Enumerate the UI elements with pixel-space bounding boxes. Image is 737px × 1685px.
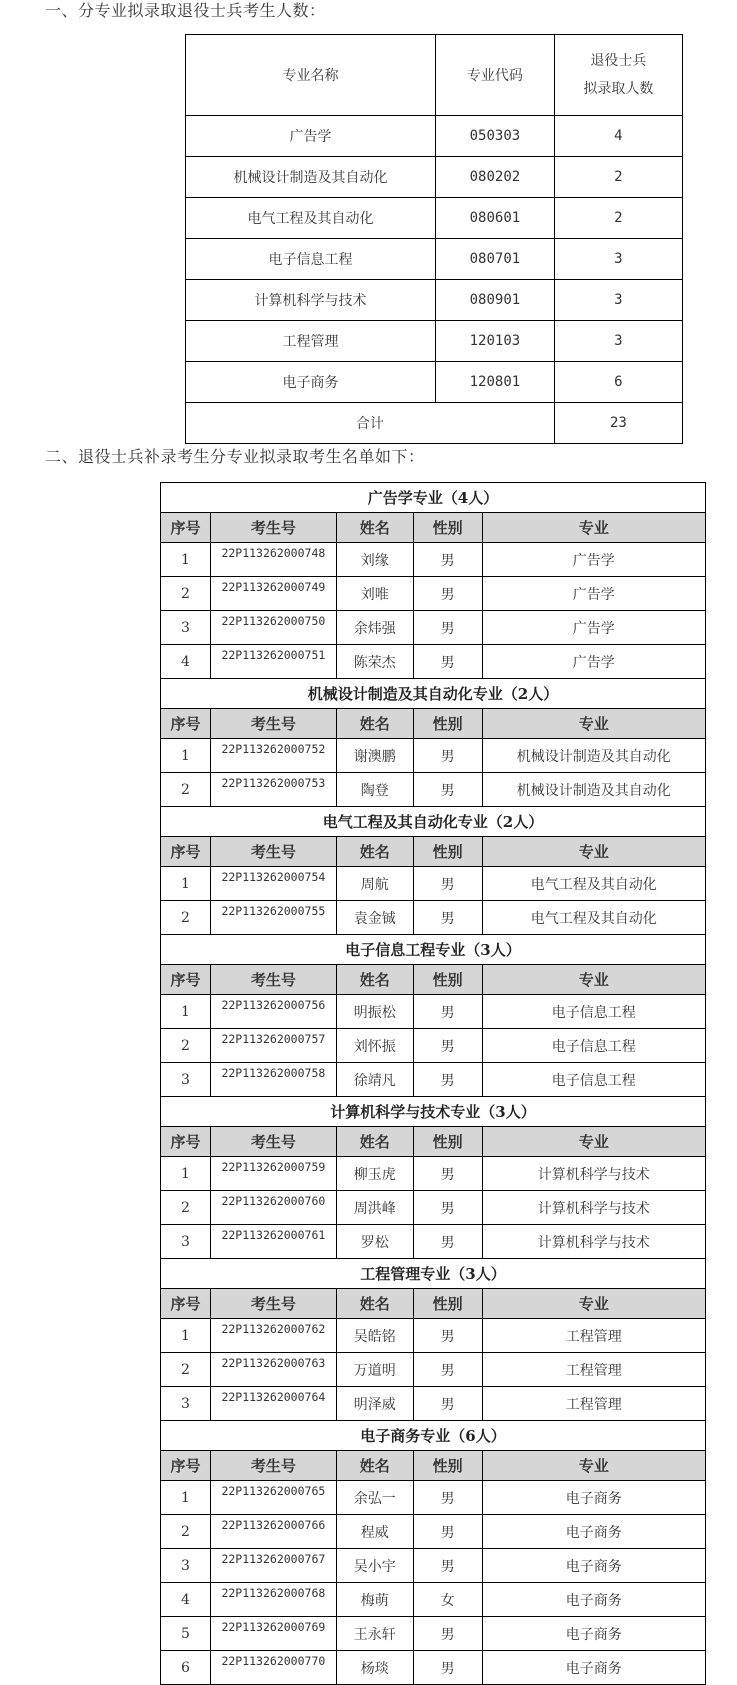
major-group-title: 电气工程及其自动化专业（2人） <box>161 807 706 837</box>
major-group-title: 电子商务专业（6人） <box>161 1421 706 1451</box>
gender-cell: 男 <box>413 645 482 679</box>
gender-cell: 男 <box>413 739 482 773</box>
table-header-row <box>186 35 683 116</box>
student-id-cell: 22P113262000752 <box>210 739 336 773</box>
gender-cell: 男 <box>413 901 482 935</box>
gender-cell: 男 <box>413 1481 482 1515</box>
column-header-row <box>161 837 706 867</box>
major-cell: 广告学 <box>482 577 705 611</box>
major-name-cell: 计算机科学与技术 <box>186 280 436 321</box>
major-code-cell: 120103 <box>436 321 555 362</box>
header-major: 专业 <box>482 965 705 995</box>
student-row <box>161 577 706 611</box>
header-seq: 序号 <box>161 837 211 867</box>
student-row <box>161 1549 706 1583</box>
student-row <box>161 995 706 1029</box>
major-name-cell: 电子信息工程 <box>186 239 436 280</box>
seq-cell: 4 <box>161 1583 211 1617</box>
header-seq: 序号 <box>161 1127 211 1157</box>
major-group-title-row <box>161 1097 706 1127</box>
header-count <box>554 35 682 116</box>
major-code-cell: 080901 <box>436 280 555 321</box>
header-major: 专业 <box>482 1451 705 1481</box>
gender-cell: 男 <box>413 1319 482 1353</box>
header-major: 专业 <box>482 513 705 543</box>
major-cell: 电子商务 <box>482 1549 705 1583</box>
student-row <box>161 739 706 773</box>
student-row <box>161 645 706 679</box>
major-code-cell: 080701 <box>436 239 555 280</box>
seq-cell: 1 <box>161 1157 211 1191</box>
student-name-cell: 周航 <box>336 867 413 901</box>
header-major: 专业 <box>482 1127 705 1157</box>
header-gender: 性别 <box>413 1127 482 1157</box>
student-id-cell: 22P113262000755 <box>210 901 336 935</box>
gender-cell: 男 <box>413 1029 482 1063</box>
student-name-cell: 余炜强 <box>336 611 413 645</box>
gender-cell: 男 <box>413 543 482 577</box>
student-row <box>161 1225 706 1259</box>
seq-cell: 1 <box>161 739 211 773</box>
header-gender: 性别 <box>413 1451 482 1481</box>
student-row <box>161 543 706 577</box>
header-student-id: 考生号 <box>210 837 336 867</box>
column-header-row <box>161 965 706 995</box>
student-name-cell: 周洪峰 <box>336 1191 413 1225</box>
major-name-cell: 电子商务 <box>186 362 436 403</box>
student-row <box>161 1157 706 1191</box>
admit-count-cell: 2 <box>554 157 682 198</box>
seq-cell: 2 <box>161 901 211 935</box>
header-major-code: 专业代码 <box>436 35 555 116</box>
major-name-cell: 广告学 <box>186 116 436 157</box>
major-group-title: 工程管理专业（3人） <box>161 1259 706 1289</box>
seq-cell: 2 <box>161 1191 211 1225</box>
seq-cell: 2 <box>161 1353 211 1387</box>
major-cell: 计算机科学与技术 <box>482 1157 705 1191</box>
major-count-row <box>186 280 683 321</box>
header-seq: 序号 <box>161 513 211 543</box>
student-id-cell: 22P113262000749 <box>210 577 336 611</box>
column-header-row <box>161 513 706 543</box>
header-student-id: 考生号 <box>210 965 336 995</box>
student-name-cell: 梅萌 <box>336 1583 413 1617</box>
student-row <box>161 1583 706 1617</box>
header-gender: 性别 <box>413 837 482 867</box>
major-count-row <box>186 157 683 198</box>
seq-cell: 3 <box>161 1063 211 1097</box>
seq-cell: 2 <box>161 1515 211 1549</box>
gender-cell: 男 <box>413 1617 482 1651</box>
admit-count-cell: 3 <box>554 321 682 362</box>
student-row <box>161 1387 706 1421</box>
student-id-cell: 22P113262000760 <box>210 1191 336 1225</box>
gender-cell: 男 <box>413 611 482 645</box>
major-group-title-row <box>161 1421 706 1451</box>
major-cell: 机械设计制造及其自动化 <box>482 739 705 773</box>
admit-count-cell: 4 <box>554 116 682 157</box>
total-value: 23 <box>554 403 682 444</box>
header-gender: 性别 <box>413 1289 482 1319</box>
major-cell: 电子商务 <box>482 1583 705 1617</box>
seq-cell: 2 <box>161 577 211 611</box>
header-name: 姓名 <box>336 1451 413 1481</box>
major-cell: 电子信息工程 <box>482 1029 705 1063</box>
seq-cell: 6 <box>161 1651 211 1685</box>
student-name-cell: 刘唯 <box>336 577 413 611</box>
student-name-cell: 柳玉虎 <box>336 1157 413 1191</box>
major-cell: 计算机科学与技术 <box>482 1191 705 1225</box>
gender-cell: 男 <box>413 773 482 807</box>
major-cell: 电子商务 <box>482 1651 705 1685</box>
header-student-id: 考生号 <box>210 513 336 543</box>
student-name-cell: 刘缘 <box>336 543 413 577</box>
student-row <box>161 1617 706 1651</box>
gender-cell: 男 <box>413 1225 482 1259</box>
student-name-cell: 王永轩 <box>336 1617 413 1651</box>
seq-cell: 4 <box>161 645 211 679</box>
admit-count-cell: 3 <box>554 280 682 321</box>
student-id-cell: 22P113262000762 <box>210 1319 336 1353</box>
major-cell: 广告学 <box>482 543 705 577</box>
major-group-title-row <box>161 935 706 965</box>
student-name-cell: 程威 <box>336 1515 413 1549</box>
seq-cell: 3 <box>161 1225 211 1259</box>
student-id-cell: 22P113262000763 <box>210 1353 336 1387</box>
major-cell: 电气工程及其自动化 <box>482 867 705 901</box>
student-id-cell: 22P113262000757 <box>210 1029 336 1063</box>
student-name-cell: 袁金铖 <box>336 901 413 935</box>
student-row <box>161 1191 706 1225</box>
header-student-id: 考生号 <box>210 1127 336 1157</box>
student-name-cell: 杨琰 <box>336 1651 413 1685</box>
gender-cell: 男 <box>413 577 482 611</box>
student-id-cell: 22P113262000748 <box>210 543 336 577</box>
gender-cell: 男 <box>413 1157 482 1191</box>
header-student-id: 考生号 <box>210 1289 336 1319</box>
student-id-cell: 22P113262000750 <box>210 611 336 645</box>
header-major: 专业 <box>482 1289 705 1319</box>
header-name: 姓名 <box>336 709 413 739</box>
student-id-cell: 22P113262000766 <box>210 1515 336 1549</box>
student-name-cell: 罗松 <box>336 1225 413 1259</box>
student-row <box>161 1481 706 1515</box>
gender-cell: 男 <box>413 1651 482 1685</box>
seq-cell: 2 <box>161 773 211 807</box>
major-code-cell: 120801 <box>436 362 555 403</box>
student-name-cell: 吴小宇 <box>336 1549 413 1583</box>
major-code-cell: 080202 <box>436 157 555 198</box>
header-student-id: 考生号 <box>210 1451 336 1481</box>
column-header-row <box>161 709 706 739</box>
admit-count-cell: 3 <box>554 239 682 280</box>
student-id-cell: 22P113262000769 <box>210 1617 336 1651</box>
major-cell: 机械设计制造及其自动化 <box>482 773 705 807</box>
student-row <box>161 1515 706 1549</box>
student-id-cell: 22P113262000756 <box>210 995 336 1029</box>
header-student-id: 考生号 <box>210 709 336 739</box>
header-major: 专业 <box>482 837 705 867</box>
major-cell: 广告学 <box>482 645 705 679</box>
admission-count-table <box>185 34 683 444</box>
student-name-cell: 刘怀振 <box>336 1029 413 1063</box>
major-group-title-row <box>161 679 706 709</box>
student-name-cell: 明振松 <box>336 995 413 1029</box>
student-row <box>161 1651 706 1685</box>
student-id-cell: 22P113262000754 <box>210 867 336 901</box>
student-id-cell: 22P113262000768 <box>210 1583 336 1617</box>
gender-cell: 男 <box>413 867 482 901</box>
student-id-cell: 22P113262000751 <box>210 645 336 679</box>
gender-cell: 男 <box>413 1515 482 1549</box>
major-cell: 工程管理 <box>482 1319 705 1353</box>
major-group-title: 电子信息工程专业（3人） <box>161 935 706 965</box>
gender-cell: 男 <box>413 1387 482 1421</box>
seq-cell: 5 <box>161 1617 211 1651</box>
column-header-row <box>161 1289 706 1319</box>
header-seq: 序号 <box>161 965 211 995</box>
header-count-line1: 退役士兵 <box>590 53 647 69</box>
student-row <box>161 773 706 807</box>
header-major: 专业 <box>482 709 705 739</box>
header-name: 姓名 <box>336 837 413 867</box>
seq-cell: 1 <box>161 1481 211 1515</box>
major-cell: 电子商务 <box>482 1617 705 1651</box>
header-gender: 性别 <box>413 513 482 543</box>
total-row <box>186 403 683 444</box>
major-cell: 工程管理 <box>482 1353 705 1387</box>
student-id-cell: 22P113262000767 <box>210 1549 336 1583</box>
major-name-cell: 电气工程及其自动化 <box>186 198 436 239</box>
student-row <box>161 611 706 645</box>
seq-cell: 1 <box>161 543 211 577</box>
header-count-line2: 拟录取人数 <box>583 81 654 97</box>
major-count-row <box>186 239 683 280</box>
header-major-name: 专业名称 <box>186 35 436 116</box>
header-seq: 序号 <box>161 1451 211 1481</box>
student-name-cell: 吴皓铭 <box>336 1319 413 1353</box>
student-id-cell: 22P113262000759 <box>210 1157 336 1191</box>
major-cell: 工程管理 <box>482 1387 705 1421</box>
seq-cell: 1 <box>161 867 211 901</box>
major-cell: 广告学 <box>482 611 705 645</box>
header-name: 姓名 <box>336 965 413 995</box>
major-group-title: 机械设计制造及其自动化专业（2人） <box>161 679 706 709</box>
major-cell: 电子商务 <box>482 1481 705 1515</box>
student-row <box>161 1029 706 1063</box>
student-name-cell: 陶登 <box>336 773 413 807</box>
major-name-cell: 机械设计制造及其自动化 <box>186 157 436 198</box>
seq-cell: 3 <box>161 1549 211 1583</box>
gender-cell: 男 <box>413 1549 482 1583</box>
student-name-cell: 余弘一 <box>336 1481 413 1515</box>
seq-cell: 1 <box>161 1319 211 1353</box>
student-row <box>161 1063 706 1097</box>
header-seq: 序号 <box>161 1289 211 1319</box>
major-group-title-row <box>161 807 706 837</box>
student-row <box>161 1353 706 1387</box>
major-name-cell: 工程管理 <box>186 321 436 362</box>
header-name: 姓名 <box>336 1127 413 1157</box>
student-id-cell: 22P113262000753 <box>210 773 336 807</box>
major-cell: 电气工程及其自动化 <box>482 901 705 935</box>
student-name-cell: 万道明 <box>336 1353 413 1387</box>
gender-cell: 男 <box>413 1191 482 1225</box>
student-name-cell: 谢澳鹏 <box>336 739 413 773</box>
seq-cell: 3 <box>161 1387 211 1421</box>
header-gender: 性别 <box>413 709 482 739</box>
column-header-row <box>161 1451 706 1481</box>
student-id-cell: 22P113262000764 <box>210 1387 336 1421</box>
student-name-cell: 陈荣杰 <box>336 645 413 679</box>
student-row <box>161 901 706 935</box>
student-id-cell: 22P113262000761 <box>210 1225 336 1259</box>
major-group-title: 广告学专业（4人） <box>161 483 706 513</box>
major-group-title: 计算机科学与技术专业（3人） <box>161 1097 706 1127</box>
student-id-cell: 22P113262000765 <box>210 1481 336 1515</box>
major-cell: 电子商务 <box>482 1515 705 1549</box>
section2-heading: 二、退役士兵补录考生分专业拟录取考生名单如下： <box>45 447 425 466</box>
header-name: 姓名 <box>336 1289 413 1319</box>
header-gender: 性别 <box>413 965 482 995</box>
header-name: 姓名 <box>336 513 413 543</box>
student-row <box>161 867 706 901</box>
gender-cell: 男 <box>413 1063 482 1097</box>
student-name-cell: 徐靖凡 <box>336 1063 413 1097</box>
major-group-title-row <box>161 483 706 513</box>
major-code-cell: 050303 <box>436 116 555 157</box>
gender-cell: 女 <box>413 1583 482 1617</box>
seq-cell: 1 <box>161 995 211 1029</box>
total-label: 合计 <box>186 403 555 444</box>
gender-cell: 男 <box>413 1353 482 1387</box>
major-cell: 电子信息工程 <box>482 1063 705 1097</box>
major-code-cell: 080601 <box>436 198 555 239</box>
student-name-cell: 明泽威 <box>336 1387 413 1421</box>
major-count-row <box>186 321 683 362</box>
major-cell: 电子信息工程 <box>482 995 705 1029</box>
major-count-row <box>186 198 683 239</box>
section1-heading: 一、分专业拟录取退役士兵考生人数： <box>45 1 326 20</box>
seq-cell: 2 <box>161 1029 211 1063</box>
column-header-row <box>161 1127 706 1157</box>
major-cell: 计算机科学与技术 <box>482 1225 705 1259</box>
admit-count-cell: 2 <box>554 198 682 239</box>
student-row <box>161 1319 706 1353</box>
gender-cell: 男 <box>413 995 482 1029</box>
header-seq: 序号 <box>161 709 211 739</box>
major-count-row <box>186 362 683 403</box>
admit-count-cell: 6 <box>554 362 682 403</box>
seq-cell: 3 <box>161 611 211 645</box>
major-group-title-row <box>161 1259 706 1289</box>
student-id-cell: 22P113262000758 <box>210 1063 336 1097</box>
student-id-cell: 22P113262000770 <box>210 1651 336 1685</box>
major-count-row <box>186 116 683 157</box>
student-list-table <box>160 482 706 1685</box>
